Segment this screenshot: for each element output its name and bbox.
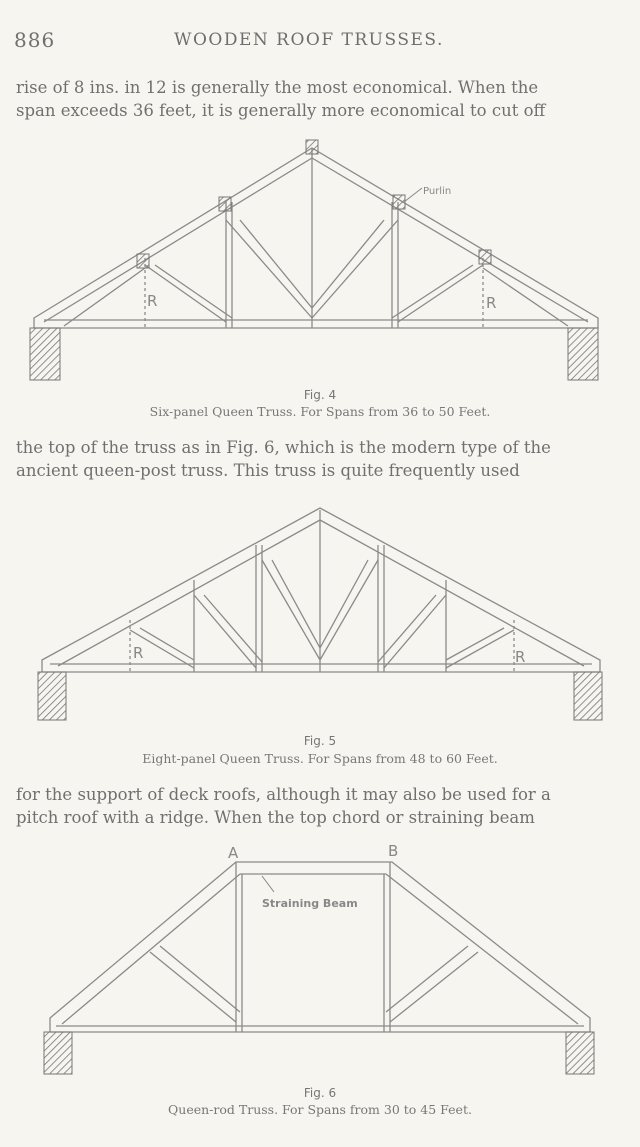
figure-caption: Six-panel Queen Truss. For Spans from 36 to 50 Feet. [149,404,491,419]
straining-beam-label: Straining Beam [262,897,358,910]
figure-label: Fig. 4 [303,388,337,402]
figure-label: Fig. 5 [303,734,337,748]
wall-support-right [574,672,602,720]
purlin-block [306,140,318,154]
figure-label: Fig. 6 [303,1086,337,1100]
figure-6-truss-diagram [0,840,640,1080]
body-text-line: ancient queen-post truss. This truss is quite frequently used [16,461,520,480]
page-number: 886 [14,28,56,52]
figure-caption: Eight-panel Queen Truss. For Spans from 48 to 60 Feet. [142,751,498,766]
purlin-label: Purlin [423,186,452,197]
body-text-line: for the support of deck roofs, although it may also be used for a [16,785,551,804]
figure-caption: Queen-rod Truss. For Spans from 30 to 45 Feet. [168,1102,472,1117]
rod-label-left: R [133,644,144,662]
body-text-line: the top of the truss as in Fig. 6, which is the modern type of the [16,438,551,457]
page-header [14,28,626,52]
body-text-line: pitch roof with a ridge. When the top chord or straining beam [16,808,535,827]
wall-support-right [566,1032,594,1074]
rod-label-left: R [147,292,158,310]
running-title: WOODEN ROOF TRUSSES. [174,30,444,50]
point-b-label: B [388,842,399,860]
wall-support-left [30,328,60,380]
rod-label-right: R [515,648,526,666]
point-a-label: A [228,844,239,862]
rod-label-right: R [486,294,497,312]
body-text-line: rise of 8 ins. in 12 is generally the most economical. When the [16,78,539,97]
purlin-block [479,250,491,264]
wall-support-left [38,672,66,720]
body-text-line: span exceeds 36 feet, it is generally more economical to cut off [16,101,546,120]
wall-support-left [44,1032,72,1074]
figure-5-truss-diagram [0,500,640,730]
wall-support-right [568,328,598,380]
purlin-block [219,197,231,211]
figure-4-truss-diagram [0,130,640,390]
purlin-block [393,195,405,209]
purlin-block [137,254,149,268]
